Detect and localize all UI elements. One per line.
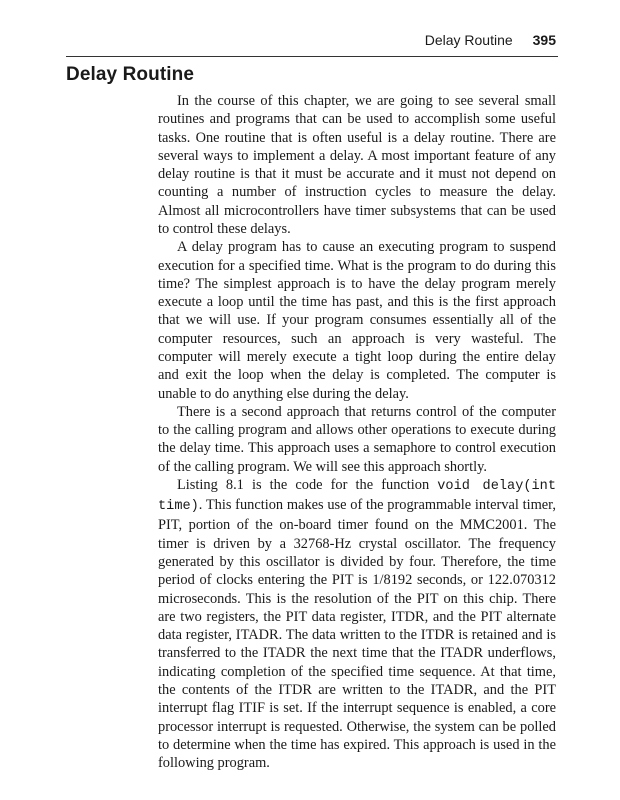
paragraph-3: There is a second approach that returns control of the computer to the calling program and allows other operations to execute during the delay time. This approach uses a semaphore to control execution of the calling program. We will see this approach shortly. (158, 403, 556, 475)
paragraph-4-rest: . This function makes use of the programmable interval timer, PIT, portion of the on-board timer found on the MMC2001. The timer is driven by a 32768-Hz crystal oscillator. The frequency generated by this oscillator is divided by four. Therefore, the time period of clocks entering the PIT is 1/8192 seconds, or 122.070312 microseconds. This is the resolution of the PIT on this chip. There are two registers, the PIT data register, ITDR, and the PIT alternate data register, ITADR. The data written to the ITDR is retained and is transferred to the ITADR the next time that the ITADR underflows, indicating completion of the specified time sequence. At that time, the contents of the ITDR are written to the ITADR, and the PIT interrupt flag ITIF is set. If the interrupt sequence is enabled, a core processor interrupt is requested. Otherwise, the system can be polled to determine when the time has expired. This approach is used in the following program. (158, 497, 556, 772)
paragraph-4-lead: Listing 8.1 is the code for the function (177, 476, 438, 493)
header-rule (66, 56, 558, 57)
paragraph-1: In the course of this chapter, we are going to see several small routines and programs that can be used to accomplish some useful tasks. One routine that is often useful is a delay routine. There are several ways to implement a delay. A most important feature of any delay routine is that it must be accurate and it must not depend on counting a number of instruction cycles to measure the delay. Almost all microcontrollers have timer subsystems that can be used to control these delays. (158, 93, 556, 237)
paragraph-2: A delay program has to cause an executing program to suspend execution for a specified time. What is the program to do during this time? The simplest approach is to have the delay program merely execute a loop until the time has past, and this is the first approach that we will use. If your program consumes essentially all of the computer resources, such an approach is very wasteful. The computer will merely execute a tight loop during the entire delay and exit the loop when the delay is completed. The computer is unable to do anything else during the delay. (158, 239, 556, 402)
running-title: Delay Routine (424, 32, 513, 48)
running-head (425, 32, 556, 48)
function-signature-code: void delay(int time) (158, 478, 556, 515)
page-number: 395 (532, 32, 556, 48)
body-text (158, 92, 556, 772)
paragraph-4 (158, 476, 556, 773)
section-title: Delay Routine (66, 64, 194, 85)
